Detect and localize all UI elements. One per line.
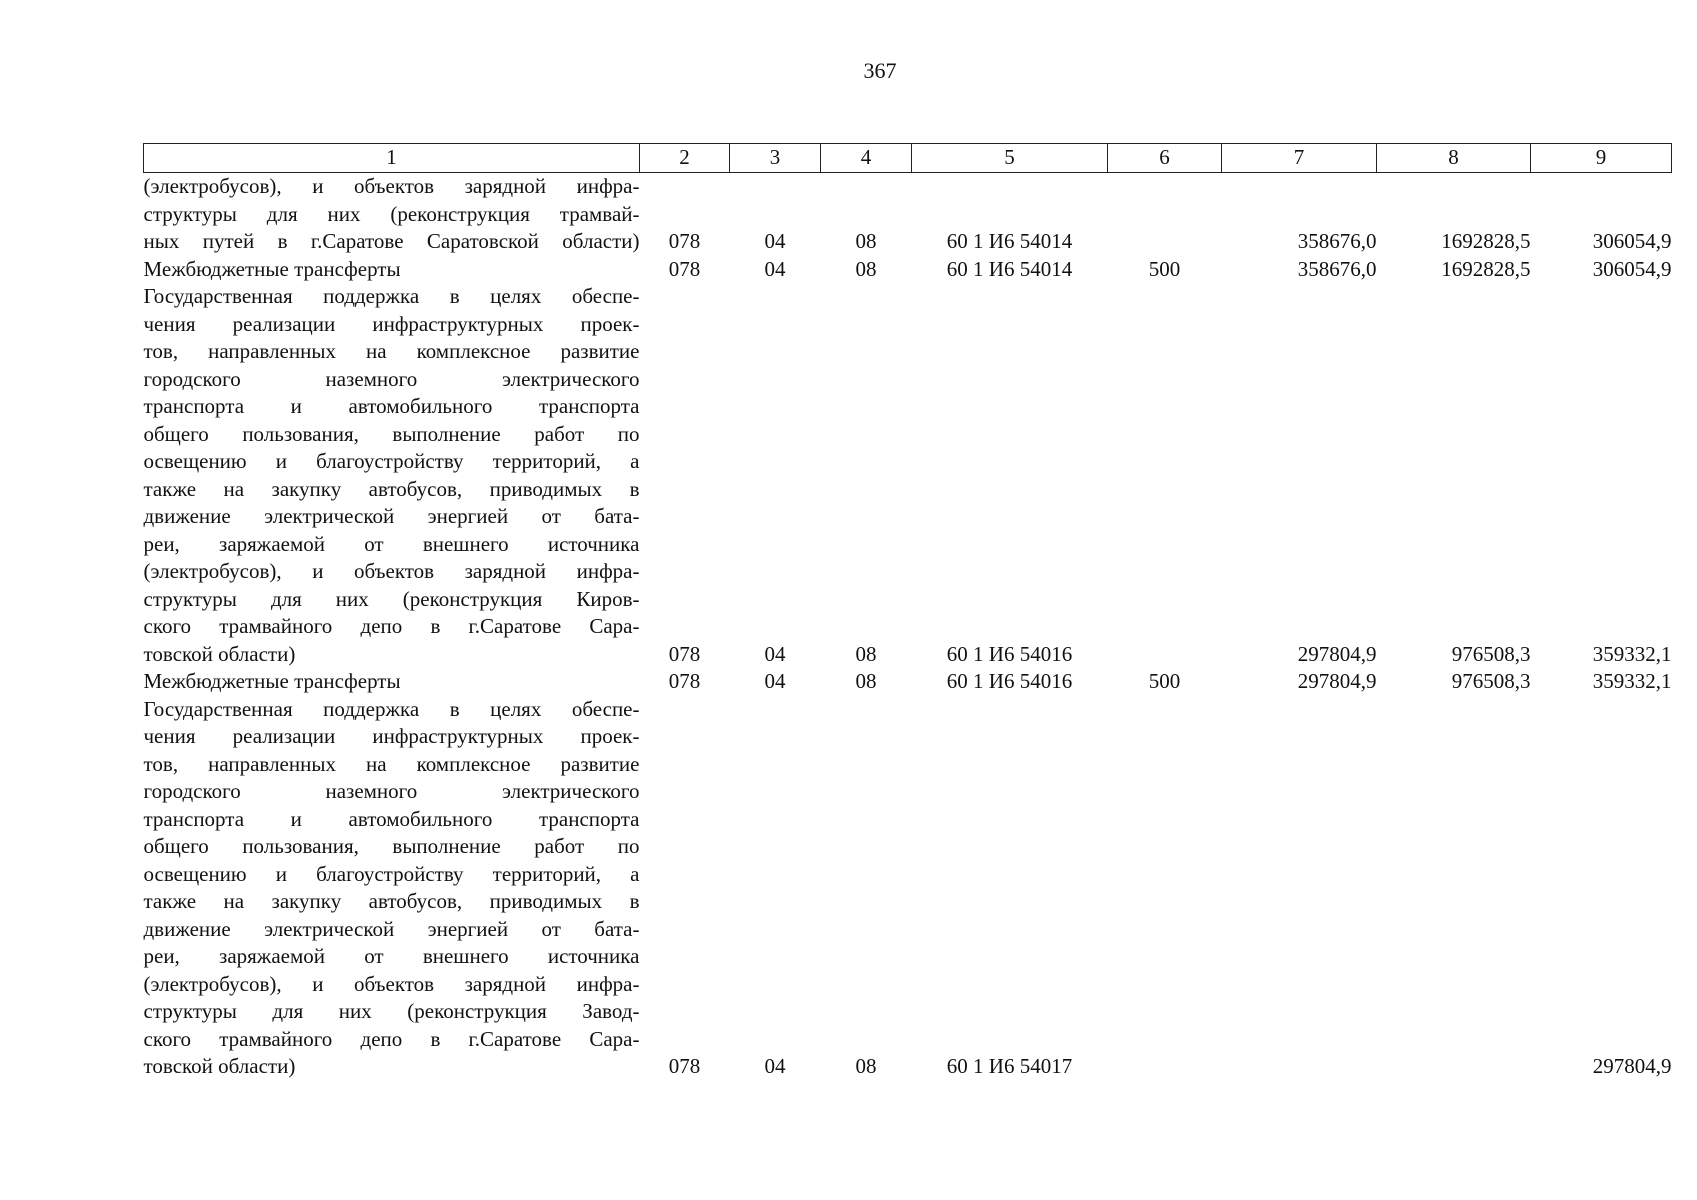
table-row (144, 283, 1672, 668)
amount-col-9: 306054,9 (1592, 229, 1672, 253)
column-number-3: 3 (730, 144, 821, 173)
row-description (144, 696, 640, 1081)
column-number-2: 2 (640, 144, 730, 173)
row-description (144, 283, 640, 668)
amount-col-7: 297804,9 (1297, 641, 1377, 666)
description-line: товской области) (143, 641, 296, 666)
description-line: Межбюджетные трансферты (143, 669, 401, 693)
description-line: движение электрической энергией от бата- (143, 504, 640, 528)
table-row (144, 696, 1672, 1081)
description-line: освещению и благоустройству территорий, а (143, 861, 640, 886)
description-line: движение электрической энергией от бата- (143, 916, 640, 941)
target-article-code: 60 1 И6 54016 (946, 641, 1073, 666)
subsection-code: 08 (855, 669, 877, 693)
section-code: 04 (764, 669, 786, 693)
description-line: ского трамвайного депо в г.Саратове Сара- (143, 614, 640, 638)
column-number-row (144, 144, 1672, 173)
description-line: ных путей в г.Саратове Саратовской области) (143, 229, 640, 253)
row-description (144, 256, 640, 284)
description-line: чения реализации инфраструктурных проек- (143, 311, 640, 336)
description-line: Межбюджетные трансферты (143, 256, 401, 281)
description-line: реи, заряжаемой от внешнего источника (143, 944, 640, 968)
description-line: общего пользования, выполнение работ по (143, 421, 640, 446)
description-line: также на закупку автобусов, приводимых в (143, 476, 640, 501)
section-code: 04 (764, 256, 786, 281)
column-number-1: 1 (144, 144, 640, 173)
description-line: товской области) (143, 1054, 296, 1078)
amount-col-9: 297804,9 (1592, 1054, 1672, 1078)
subsection-code: 08 (855, 256, 877, 281)
amount-col-9: 359332,1 (1592, 669, 1672, 693)
expense-type-code: 500 (1148, 256, 1181, 281)
amount-col-9: 306054,9 (1592, 256, 1672, 281)
description-line: транспорта и автомобильного транспорта (143, 806, 640, 831)
amount-col-8 (1377, 696, 1531, 1081)
table-row (144, 256, 1672, 284)
target-article-code: 60 1 И6 54014 (946, 229, 1073, 253)
description-line: городского наземного электрического (143, 779, 640, 803)
description-line: ского трамвайного депо в г.Саратове Сара- (143, 1026, 640, 1051)
ministry-code: 078 (668, 256, 701, 281)
description-line: освещению и благоустройству территорий, а (143, 449, 640, 473)
budget-table (143, 143, 1672, 1081)
subsection-code: 08 (855, 229, 877, 253)
column-number-8: 8 (1377, 144, 1531, 173)
column-number-7: 7 (1222, 144, 1377, 173)
row-description (144, 173, 640, 256)
description-line: тов, направленных на комплексное развитие (143, 339, 640, 363)
row-description (144, 668, 640, 696)
description-line: также на закупку автобусов, приводимых в (143, 889, 640, 913)
description-line: структуры для них (реконструкция трамвай- (143, 201, 640, 226)
description-line: (электробусов), и объектов зарядной инфра- (143, 559, 640, 583)
table-row (144, 668, 1672, 696)
description-line: (электробусов), и объектов зарядной инфра- (143, 971, 640, 996)
page-number: 367 (863, 58, 897, 83)
description-line: чения реализации инфраструктурных проек- (143, 724, 640, 748)
description-line: Государственная поддержка в целях обеспе- (143, 284, 640, 308)
expense-type-code (1108, 696, 1222, 1081)
description-line: городского наземного электрического (143, 366, 640, 391)
description-line: общего пользования, выполнение работ по (143, 834, 640, 858)
target-article-code: 60 1 И6 54016 (946, 669, 1073, 693)
amount-col-7 (1222, 696, 1377, 1081)
target-article-code: 60 1 И6 54014 (946, 256, 1073, 281)
amount-col-7: 358676,0 (1297, 256, 1377, 281)
description-line: реи, заряжаемой от внешнего источника (143, 531, 640, 556)
description-line: структуры для них (реконструкция Киров- (143, 586, 640, 611)
ministry-code: 078 (668, 641, 701, 666)
ministry-code: 078 (668, 229, 701, 253)
column-number-5: 5 (912, 144, 1108, 173)
amount-col-8: 976508,3 (1451, 669, 1531, 693)
expense-type-code (1108, 283, 1222, 668)
ministry-code: 078 (668, 669, 701, 693)
amount-col-8: 1692828,5 (1441, 256, 1531, 281)
amount-col-9: 359332,1 (1592, 641, 1672, 666)
amount-col-7: 358676,0 (1297, 229, 1377, 253)
amount-col-8: 976508,3 (1451, 641, 1531, 666)
table-body (144, 173, 1672, 1081)
description-line: транспорта и автомобильного транспорта (143, 394, 640, 418)
description-line: (электробусов), и объектов зарядной инфра- (143, 174, 640, 198)
subsection-code: 08 (855, 1054, 877, 1078)
expense-type-code: 500 (1148, 669, 1181, 693)
table-row (144, 173, 1672, 256)
description-line: тов, направленных на комплексное развитие (143, 751, 640, 776)
section-code: 04 (764, 229, 786, 253)
amount-col-7: 297804,9 (1297, 669, 1377, 693)
target-article-code: 60 1 И6 54017 (946, 1054, 1073, 1078)
section-code: 04 (764, 641, 786, 666)
expense-type-code (1108, 173, 1222, 256)
description-line: Государственная поддержка в целях обеспе- (143, 696, 640, 721)
column-number-4: 4 (821, 144, 912, 173)
amount-col-8: 1692828,5 (1441, 229, 1531, 253)
subsection-code: 08 (855, 641, 877, 666)
ministry-code: 078 (668, 1054, 701, 1078)
column-number-6: 6 (1108, 144, 1222, 173)
section-code: 04 (764, 1054, 786, 1078)
description-line: структуры для них (реконструкция Завод- (143, 999, 640, 1023)
column-number-9: 9 (1531, 144, 1672, 173)
